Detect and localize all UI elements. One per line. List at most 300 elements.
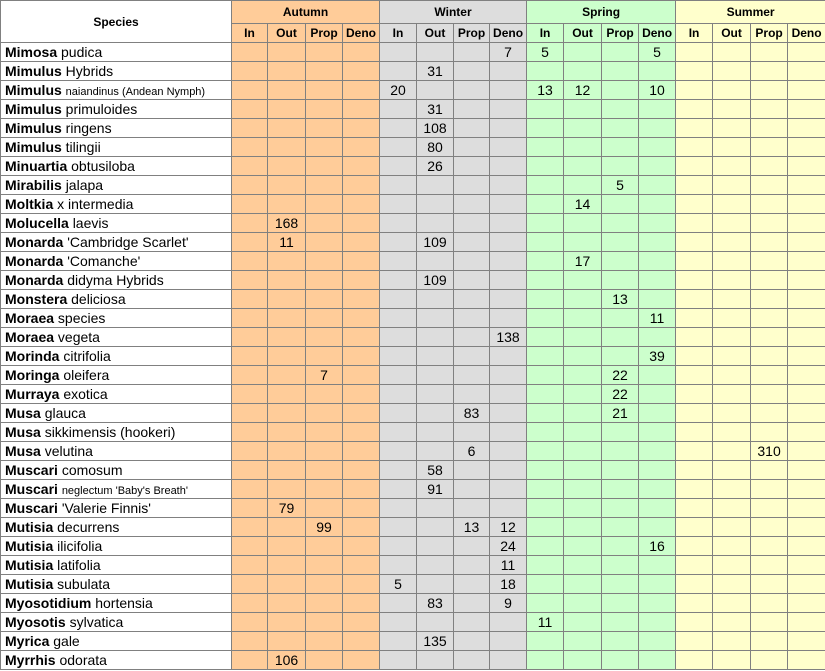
spring-prop-cell[interactable]: [602, 62, 639, 81]
winter-deno-cell[interactable]: [490, 157, 527, 176]
winter-deno-cell[interactable]: [490, 100, 527, 119]
winter-out-cell[interactable]: [417, 328, 454, 347]
winter-deno-cell[interactable]: [490, 461, 527, 480]
autumn-deno-cell[interactable]: [343, 651, 380, 670]
autumn-prop-cell[interactable]: [306, 233, 343, 252]
spring-deno-cell[interactable]: [639, 214, 676, 233]
summer-out-cell[interactable]: [713, 385, 751, 404]
spring-prop-cell[interactable]: 22: [602, 366, 639, 385]
winter-deno-cell[interactable]: [490, 138, 527, 157]
species-cell[interactable]: [1, 195, 232, 214]
spring-deno-cell[interactable]: 5: [639, 43, 676, 62]
spring-prop-cell[interactable]: [602, 271, 639, 290]
winter-in-cell[interactable]: [380, 214, 417, 233]
summer-out-cell[interactable]: [713, 575, 751, 594]
autumn-out-cell[interactable]: [268, 119, 306, 138]
spring-out-cell[interactable]: [564, 537, 602, 556]
winter-deno-cell[interactable]: [490, 176, 527, 195]
winter-in-cell[interactable]: 20: [380, 81, 417, 100]
spring-in-cell[interactable]: [527, 366, 564, 385]
winter-prop-cell[interactable]: [454, 613, 490, 632]
spring-prop-cell[interactable]: [602, 632, 639, 651]
summer-deno-cell[interactable]: [788, 651, 825, 670]
summer-prop-cell[interactable]: [751, 157, 788, 176]
autumn-in-cell[interactable]: [232, 157, 268, 176]
autumn-deno-cell[interactable]: [343, 613, 380, 632]
winter-deno-cell[interactable]: [490, 442, 527, 461]
summer-deno-cell[interactable]: [788, 176, 825, 195]
autumn-prop-cell[interactable]: [306, 537, 343, 556]
spring-prop-cell[interactable]: [602, 195, 639, 214]
winter-deno-cell[interactable]: [490, 214, 527, 233]
autumn-deno-header[interactable]: Deno: [343, 24, 380, 43]
summer-in-cell[interactable]: [676, 252, 713, 271]
autumn-in-cell[interactable]: [232, 328, 268, 347]
spring-out-cell[interactable]: [564, 43, 602, 62]
summer-deno-cell[interactable]: [788, 632, 825, 651]
autumn-prop-cell[interactable]: [306, 613, 343, 632]
summer-in-cell[interactable]: [676, 575, 713, 594]
spring-deno-cell[interactable]: 16: [639, 537, 676, 556]
spring-deno-cell[interactable]: [639, 613, 676, 632]
species-cell[interactable]: [1, 100, 232, 119]
summer-out-cell[interactable]: [713, 233, 751, 252]
spring-in-cell[interactable]: 11: [527, 613, 564, 632]
winter-in-cell[interactable]: [380, 157, 417, 176]
winter-in-cell[interactable]: [380, 537, 417, 556]
winter-prop-cell[interactable]: [454, 100, 490, 119]
autumn-deno-cell[interactable]: [343, 43, 380, 62]
winter-prop-cell[interactable]: [454, 119, 490, 138]
summer-prop-cell[interactable]: [751, 385, 788, 404]
spring-prop-cell[interactable]: [602, 233, 639, 252]
summer-out-cell[interactable]: [713, 442, 751, 461]
winter-prop-cell[interactable]: [454, 195, 490, 214]
autumn-deno-cell[interactable]: [343, 594, 380, 613]
summer-in-cell[interactable]: [676, 43, 713, 62]
spring-out-cell[interactable]: [564, 347, 602, 366]
autumn-prop-cell[interactable]: [306, 100, 343, 119]
winter-out-cell[interactable]: 58: [417, 461, 454, 480]
spring-in-cell[interactable]: [527, 651, 564, 670]
summer-deno-cell[interactable]: [788, 404, 825, 423]
winter-in-cell[interactable]: [380, 233, 417, 252]
spring-prop-cell[interactable]: [602, 613, 639, 632]
autumn-out-cell[interactable]: [268, 100, 306, 119]
winter-out-cell[interactable]: [417, 81, 454, 100]
spring-out-header[interactable]: Out: [564, 24, 602, 43]
spring-deno-cell[interactable]: [639, 195, 676, 214]
winter-out-cell[interactable]: [417, 423, 454, 442]
autumn-in-cell[interactable]: [232, 651, 268, 670]
summer-prop-cell[interactable]: [751, 651, 788, 670]
winter-deno-cell[interactable]: 7: [490, 43, 527, 62]
winter-in-cell[interactable]: 5: [380, 575, 417, 594]
spring-out-cell[interactable]: [564, 157, 602, 176]
species-cell[interactable]: [1, 461, 232, 480]
autumn-prop-cell[interactable]: [306, 461, 343, 480]
spring-in-cell[interactable]: [527, 385, 564, 404]
winter-out-cell[interactable]: 31: [417, 100, 454, 119]
summer-deno-cell[interactable]: [788, 537, 825, 556]
summer-in-cell[interactable]: [676, 119, 713, 138]
spring-deno-cell[interactable]: [639, 461, 676, 480]
summer-in-cell[interactable]: [676, 81, 713, 100]
autumn-out-cell[interactable]: [268, 328, 306, 347]
summer-out-cell[interactable]: [713, 100, 751, 119]
winter-prop-cell[interactable]: [454, 537, 490, 556]
winter-in-cell[interactable]: [380, 404, 417, 423]
summer-deno-cell[interactable]: [788, 43, 825, 62]
spring-in-cell[interactable]: [527, 62, 564, 81]
spring-out-cell[interactable]: [564, 271, 602, 290]
winter-prop-cell[interactable]: [454, 651, 490, 670]
spring-prop-cell[interactable]: [602, 442, 639, 461]
summer-out-cell[interactable]: [713, 366, 751, 385]
winter-prop-cell[interactable]: [454, 81, 490, 100]
winter-out-header[interactable]: Out: [417, 24, 454, 43]
summer-out-cell[interactable]: [713, 81, 751, 100]
winter-deno-cell[interactable]: 9: [490, 594, 527, 613]
species-cell[interactable]: [1, 613, 232, 632]
autumn-out-cell[interactable]: 106: [268, 651, 306, 670]
winter-in-cell[interactable]: [380, 328, 417, 347]
winter-prop-cell[interactable]: [454, 214, 490, 233]
species-cell[interactable]: [1, 328, 232, 347]
winter-out-cell[interactable]: [417, 442, 454, 461]
winter-deno-cell[interactable]: [490, 366, 527, 385]
autumn-prop-cell[interactable]: [306, 309, 343, 328]
summer-in-cell[interactable]: [676, 556, 713, 575]
summer-deno-cell[interactable]: [788, 157, 825, 176]
autumn-deno-cell[interactable]: [343, 252, 380, 271]
autumn-prop-cell[interactable]: [306, 252, 343, 271]
winter-in-cell[interactable]: [380, 290, 417, 309]
winter-in-cell[interactable]: [380, 480, 417, 499]
autumn-deno-cell[interactable]: [343, 442, 380, 461]
winter-deno-cell[interactable]: [490, 309, 527, 328]
spring-deno-cell[interactable]: [639, 480, 676, 499]
winter-out-cell[interactable]: 109: [417, 233, 454, 252]
summer-in-cell[interactable]: [676, 366, 713, 385]
summer-in-cell[interactable]: [676, 632, 713, 651]
winter-prop-cell[interactable]: [454, 594, 490, 613]
summer-in-cell[interactable]: [676, 62, 713, 81]
winter-prop-cell[interactable]: 83: [454, 404, 490, 423]
spring-out-cell[interactable]: [564, 556, 602, 575]
spring-prop-cell[interactable]: 13: [602, 290, 639, 309]
spring-out-cell[interactable]: [564, 366, 602, 385]
spring-deno-cell[interactable]: [639, 290, 676, 309]
winter-deno-cell[interactable]: [490, 347, 527, 366]
spring-out-cell[interactable]: [564, 613, 602, 632]
spring-out-cell[interactable]: [564, 214, 602, 233]
autumn-out-cell[interactable]: 79: [268, 499, 306, 518]
season-header-winter[interactable]: Winter: [380, 1, 527, 24]
summer-out-cell[interactable]: [713, 309, 751, 328]
autumn-prop-cell[interactable]: [306, 214, 343, 233]
winter-prop-cell[interactable]: [454, 62, 490, 81]
autumn-in-cell[interactable]: [232, 575, 268, 594]
winter-prop-cell[interactable]: [454, 480, 490, 499]
spring-out-cell[interactable]: [564, 100, 602, 119]
autumn-prop-cell[interactable]: [306, 480, 343, 499]
summer-in-cell[interactable]: [676, 214, 713, 233]
winter-in-cell[interactable]: [380, 385, 417, 404]
autumn-in-cell[interactable]: [232, 100, 268, 119]
spring-out-cell[interactable]: 14: [564, 195, 602, 214]
spring-deno-cell[interactable]: [639, 233, 676, 252]
winter-out-cell[interactable]: 91: [417, 480, 454, 499]
species-cell[interactable]: [1, 385, 232, 404]
winter-deno-cell[interactable]: [490, 480, 527, 499]
winter-deno-cell[interactable]: [490, 271, 527, 290]
autumn-in-cell[interactable]: [232, 309, 268, 328]
winter-prop-cell[interactable]: [454, 575, 490, 594]
summer-in-cell[interactable]: [676, 423, 713, 442]
autumn-out-cell[interactable]: [268, 537, 306, 556]
summer-in-cell[interactable]: [676, 138, 713, 157]
summer-in-cell[interactable]: [676, 271, 713, 290]
spring-out-cell[interactable]: [564, 233, 602, 252]
summer-prop-cell[interactable]: [751, 404, 788, 423]
summer-in-cell[interactable]: [676, 290, 713, 309]
spring-deno-cell[interactable]: [639, 138, 676, 157]
spring-deno-cell[interactable]: [639, 404, 676, 423]
summer-prop-cell[interactable]: [751, 366, 788, 385]
winter-deno-cell[interactable]: [490, 252, 527, 271]
winter-deno-cell[interactable]: [490, 385, 527, 404]
autumn-deno-cell[interactable]: [343, 480, 380, 499]
autumn-out-cell[interactable]: [268, 461, 306, 480]
summer-in-cell[interactable]: [676, 385, 713, 404]
summer-prop-cell[interactable]: [751, 423, 788, 442]
spring-deno-cell[interactable]: [639, 100, 676, 119]
summer-in-cell[interactable]: [676, 195, 713, 214]
winter-deno-cell[interactable]: [490, 404, 527, 423]
summer-deno-cell[interactable]: [788, 328, 825, 347]
summer-prop-cell[interactable]: 310: [751, 442, 788, 461]
summer-in-cell[interactable]: [676, 594, 713, 613]
summer-prop-cell[interactable]: [751, 100, 788, 119]
summer-deno-cell[interactable]: [788, 347, 825, 366]
autumn-deno-cell[interactable]: [343, 233, 380, 252]
winter-out-cell[interactable]: [417, 195, 454, 214]
autumn-out-cell[interactable]: [268, 157, 306, 176]
spring-prop-cell[interactable]: [602, 423, 639, 442]
summer-in-cell[interactable]: [676, 461, 713, 480]
spring-out-cell[interactable]: [564, 518, 602, 537]
species-cell[interactable]: [1, 518, 232, 537]
autumn-in-cell[interactable]: [232, 252, 268, 271]
autumn-prop-cell[interactable]: [306, 290, 343, 309]
winter-prop-cell[interactable]: [454, 271, 490, 290]
species-cell[interactable]: [1, 404, 232, 423]
summer-out-cell[interactable]: [713, 632, 751, 651]
autumn-deno-cell[interactable]: [343, 347, 380, 366]
summer-prop-cell[interactable]: [751, 119, 788, 138]
winter-out-cell[interactable]: [417, 404, 454, 423]
spring-in-cell[interactable]: [527, 157, 564, 176]
spring-prop-cell[interactable]: [602, 518, 639, 537]
summer-out-cell[interactable]: [713, 537, 751, 556]
spring-deno-cell[interactable]: [639, 62, 676, 81]
winter-out-cell[interactable]: [417, 176, 454, 195]
autumn-in-cell[interactable]: [232, 347, 268, 366]
summer-out-cell[interactable]: [713, 290, 751, 309]
spring-out-cell[interactable]: [564, 651, 602, 670]
autumn-deno-cell[interactable]: [343, 575, 380, 594]
winter-prop-cell[interactable]: [454, 556, 490, 575]
spring-in-cell[interactable]: [527, 195, 564, 214]
autumn-prop-cell[interactable]: [306, 43, 343, 62]
winter-out-cell[interactable]: [417, 252, 454, 271]
species-cell[interactable]: [1, 537, 232, 556]
autumn-out-cell[interactable]: [268, 366, 306, 385]
summer-out-cell[interactable]: [713, 461, 751, 480]
spring-in-cell[interactable]: 5: [527, 43, 564, 62]
spring-prop-cell[interactable]: [602, 556, 639, 575]
autumn-out-cell[interactable]: [268, 518, 306, 537]
spring-out-cell[interactable]: [564, 309, 602, 328]
summer-deno-cell[interactable]: [788, 309, 825, 328]
summer-prop-cell[interactable]: [751, 499, 788, 518]
spring-deno-cell[interactable]: [639, 252, 676, 271]
autumn-prop-cell[interactable]: [306, 328, 343, 347]
species-cell[interactable]: [1, 271, 232, 290]
summer-out-cell[interactable]: [713, 347, 751, 366]
winter-out-cell[interactable]: 109: [417, 271, 454, 290]
spring-in-cell[interactable]: [527, 271, 564, 290]
winter-in-cell[interactable]: [380, 176, 417, 195]
spring-prop-cell[interactable]: [602, 537, 639, 556]
winter-prop-cell[interactable]: [454, 176, 490, 195]
winter-out-cell[interactable]: [417, 309, 454, 328]
winter-in-cell[interactable]: [380, 62, 417, 81]
autumn-in-cell[interactable]: [232, 62, 268, 81]
autumn-out-cell[interactable]: 168: [268, 214, 306, 233]
autumn-deno-cell[interactable]: [343, 176, 380, 195]
autumn-out-cell[interactable]: [268, 252, 306, 271]
summer-prop-cell[interactable]: [751, 632, 788, 651]
summer-out-cell[interactable]: [713, 499, 751, 518]
winter-out-cell[interactable]: 83: [417, 594, 454, 613]
spring-in-cell[interactable]: [527, 176, 564, 195]
winter-in-cell[interactable]: [380, 138, 417, 157]
autumn-out-cell[interactable]: [268, 632, 306, 651]
winter-in-cell[interactable]: [380, 195, 417, 214]
autumn-prop-cell[interactable]: [306, 271, 343, 290]
autumn-in-cell[interactable]: [232, 594, 268, 613]
species-cell[interactable]: [1, 499, 232, 518]
winter-out-cell[interactable]: [417, 43, 454, 62]
summer-prop-cell[interactable]: [751, 594, 788, 613]
autumn-in-cell[interactable]: [232, 518, 268, 537]
spring-deno-cell[interactable]: [639, 632, 676, 651]
summer-deno-cell[interactable]: [788, 461, 825, 480]
autumn-prop-cell[interactable]: 7: [306, 366, 343, 385]
winter-out-cell[interactable]: [417, 366, 454, 385]
spring-deno-cell[interactable]: [639, 328, 676, 347]
spring-deno-cell[interactable]: 11: [639, 309, 676, 328]
species-cell[interactable]: [1, 651, 232, 670]
winter-prop-cell[interactable]: [454, 366, 490, 385]
spring-in-cell[interactable]: [527, 575, 564, 594]
summer-in-cell[interactable]: [676, 404, 713, 423]
winter-in-cell[interactable]: [380, 442, 417, 461]
spring-out-cell[interactable]: [564, 138, 602, 157]
summer-prop-cell[interactable]: [751, 271, 788, 290]
autumn-deno-cell[interactable]: [343, 214, 380, 233]
winter-in-cell[interactable]: [380, 632, 417, 651]
spring-deno-cell[interactable]: [639, 119, 676, 138]
summer-prop-cell[interactable]: [751, 613, 788, 632]
species-cell[interactable]: [1, 480, 232, 499]
summer-prop-cell[interactable]: [751, 62, 788, 81]
autumn-out-cell[interactable]: [268, 594, 306, 613]
spring-in-cell[interactable]: [527, 328, 564, 347]
summer-out-cell[interactable]: [713, 62, 751, 81]
winter-in-cell[interactable]: [380, 100, 417, 119]
spring-deno-cell[interactable]: [639, 271, 676, 290]
summer-in-header[interactable]: In: [676, 24, 713, 43]
summer-prop-cell[interactable]: [751, 195, 788, 214]
autumn-in-cell[interactable]: [232, 632, 268, 651]
spring-prop-cell[interactable]: [602, 119, 639, 138]
autumn-in-cell[interactable]: [232, 613, 268, 632]
winter-prop-cell[interactable]: 13: [454, 518, 490, 537]
winter-out-cell[interactable]: [417, 556, 454, 575]
autumn-deno-cell[interactable]: [343, 328, 380, 347]
spring-in-cell[interactable]: [527, 480, 564, 499]
winter-prop-cell[interactable]: [454, 499, 490, 518]
summer-deno-cell[interactable]: [788, 195, 825, 214]
spring-in-cell[interactable]: [527, 632, 564, 651]
autumn-in-cell[interactable]: [232, 366, 268, 385]
winter-out-cell[interactable]: [417, 537, 454, 556]
species-cell[interactable]: [1, 575, 232, 594]
spring-prop-cell[interactable]: 22: [602, 385, 639, 404]
summer-deno-header[interactable]: Deno: [788, 24, 825, 43]
summer-prop-cell[interactable]: [751, 214, 788, 233]
winter-in-cell[interactable]: [380, 309, 417, 328]
spring-out-cell[interactable]: [564, 423, 602, 442]
summer-prop-cell[interactable]: [751, 556, 788, 575]
summer-prop-header[interactable]: Prop: [751, 24, 788, 43]
species-cell[interactable]: [1, 594, 232, 613]
autumn-deno-cell[interactable]: [343, 290, 380, 309]
spring-out-cell[interactable]: [564, 442, 602, 461]
species-cell[interactable]: [1, 442, 232, 461]
winter-out-cell[interactable]: [417, 214, 454, 233]
summer-in-cell[interactable]: [676, 442, 713, 461]
summer-deno-cell[interactable]: [788, 423, 825, 442]
winter-out-cell[interactable]: [417, 290, 454, 309]
spring-out-cell[interactable]: [564, 385, 602, 404]
summer-deno-cell[interactable]: [788, 271, 825, 290]
winter-in-cell[interactable]: [380, 271, 417, 290]
summer-deno-cell[interactable]: [788, 366, 825, 385]
autumn-deno-cell[interactable]: [343, 100, 380, 119]
spring-prop-cell[interactable]: [602, 651, 639, 670]
spring-prop-cell[interactable]: 21: [602, 404, 639, 423]
summer-deno-cell[interactable]: [788, 252, 825, 271]
autumn-prop-cell[interactable]: [306, 651, 343, 670]
winter-prop-cell[interactable]: [454, 157, 490, 176]
winter-in-cell[interactable]: [380, 252, 417, 271]
spring-in-cell[interactable]: [527, 518, 564, 537]
spring-deno-cell[interactable]: [639, 157, 676, 176]
